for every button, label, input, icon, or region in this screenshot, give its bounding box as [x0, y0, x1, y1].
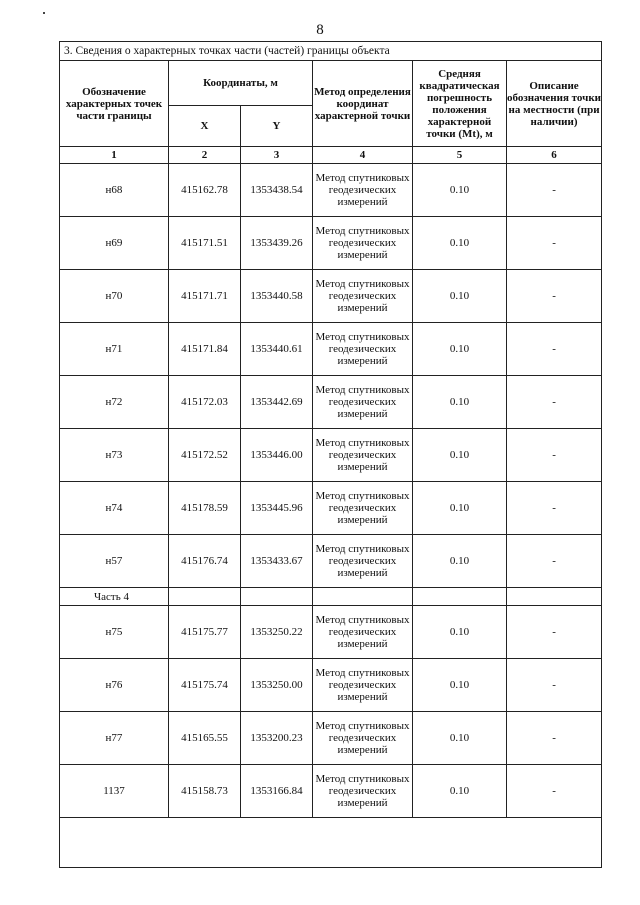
method-cell: Метод спутниковых геодезических измерений: [313, 765, 413, 818]
point-cell: н76: [60, 659, 169, 712]
table-row: [60, 606, 602, 659]
method-cell: Метод спутниковых геодезических измерений: [313, 323, 413, 376]
description-cell: -: [507, 606, 602, 659]
method-cell: Метод спутниковых геодезических измерений: [313, 429, 413, 482]
y-cell: 1353440.58: [241, 270, 313, 323]
table-row: [60, 482, 602, 535]
x-cell: 415176.74: [169, 535, 241, 588]
description-cell: -: [507, 765, 602, 818]
error-cell: 0.10: [413, 429, 507, 482]
y-cell: 1353250.22: [241, 606, 313, 659]
y-cell: 1353200.23: [241, 712, 313, 765]
column-number: 6: [507, 147, 602, 164]
error-cell: 0.10: [413, 712, 507, 765]
column-number: 1: [60, 147, 169, 164]
y-cell: 1353439.26: [241, 217, 313, 270]
point-cell: н74: [60, 482, 169, 535]
table-caption: 3. Сведения о характерных точках части (частей) границы объекта: [60, 42, 602, 61]
x-cell: 415171.71: [169, 270, 241, 323]
x-cell: 415165.55: [169, 712, 241, 765]
x-cell: 415175.77: [169, 606, 241, 659]
point-cell: н69: [60, 217, 169, 270]
page-number: 8: [316, 22, 324, 38]
header-error: Средняя квадратическая погрешность положения характерной точки (Mt), м: [413, 61, 507, 147]
point-cell: н70: [60, 270, 169, 323]
method-cell: Метод спутниковых геодезических измерений: [313, 217, 413, 270]
method-cell: Метод спутниковых геодезических измерений: [313, 606, 413, 659]
column-number: 3: [241, 147, 313, 164]
column-number: 5: [413, 147, 507, 164]
description-cell: -: [507, 659, 602, 712]
description-cell: -: [507, 270, 602, 323]
point-cell: н77: [60, 712, 169, 765]
blank-row: [60, 818, 602, 868]
point-cell: н71: [60, 323, 169, 376]
header-description: Описание обозначения точки на местности (при наличии): [507, 61, 602, 147]
x-cell: 415171.84: [169, 323, 241, 376]
point-cell: н68: [60, 164, 169, 217]
table-row: [60, 270, 602, 323]
table-row: [60, 765, 602, 818]
x-cell: 415175.74: [169, 659, 241, 712]
error-cell: 0.10: [413, 323, 507, 376]
error-cell: 0.10: [413, 765, 507, 818]
method-cell: Метод спутниковых геодезических измерений: [313, 164, 413, 217]
error-cell: 0.10: [413, 535, 507, 588]
y-cell: 1353250.00: [241, 659, 313, 712]
y-cell: 1353433.67: [241, 535, 313, 588]
error-cell: 0.10: [413, 217, 507, 270]
column-number: 4: [313, 147, 413, 164]
header-x: X: [169, 106, 241, 147]
scan-speck: [43, 12, 45, 14]
part-row: [60, 588, 602, 606]
method-cell: Метод спутниковых геодезических измерений: [313, 482, 413, 535]
description-cell: -: [507, 482, 602, 535]
error-cell: 0.10: [413, 659, 507, 712]
header-method: Метод определения координат характерной точки: [313, 61, 413, 147]
x-cell: 415172.52: [169, 429, 241, 482]
point-cell: н73: [60, 429, 169, 482]
description-cell: -: [507, 323, 602, 376]
x-cell: 415178.59: [169, 482, 241, 535]
method-cell: Метод спутниковых геодезических измерений: [313, 535, 413, 588]
y-cell: 1353438.54: [241, 164, 313, 217]
description-cell: -: [507, 712, 602, 765]
error-cell: 0.10: [413, 164, 507, 217]
point-cell: н75: [60, 606, 169, 659]
boundary-points-table: [59, 41, 602, 868]
part-label: Часть 4: [60, 588, 169, 606]
x-cell: 415158.73: [169, 765, 241, 818]
y-cell: 1353446.00: [241, 429, 313, 482]
description-cell: -: [507, 376, 602, 429]
table-row: [60, 712, 602, 765]
y-cell: 1353442.69: [241, 376, 313, 429]
method-cell: Метод спутниковых геодезических измерений: [313, 270, 413, 323]
table-row: [60, 217, 602, 270]
table-row: [60, 429, 602, 482]
table-row: [60, 376, 602, 429]
error-cell: 0.10: [413, 376, 507, 429]
point-cell: н57: [60, 535, 169, 588]
description-cell: -: [507, 164, 602, 217]
error-cell: 0.10: [413, 482, 507, 535]
column-number-row: [60, 147, 602, 164]
y-cell: 1353445.96: [241, 482, 313, 535]
method-cell: Метод спутниковых геодезических измерений: [313, 376, 413, 429]
method-cell: Метод спутниковых геодезических измерений: [313, 712, 413, 765]
table-row: [60, 535, 602, 588]
x-cell: 415172.03: [169, 376, 241, 429]
y-cell: 1353166.84: [241, 765, 313, 818]
error-cell: 0.10: [413, 606, 507, 659]
error-cell: 0.10: [413, 270, 507, 323]
method-cell: Метод спутниковых геодезических измерений: [313, 659, 413, 712]
header-y: Y: [241, 106, 313, 147]
point-cell: н72: [60, 376, 169, 429]
table-row: [60, 659, 602, 712]
description-cell: -: [507, 429, 602, 482]
point-cell: 1137: [60, 765, 169, 818]
x-cell: 415171.51: [169, 217, 241, 270]
header-coordinates: Координаты, м: [169, 61, 313, 106]
x-cell: 415162.78: [169, 164, 241, 217]
table-row: [60, 323, 602, 376]
y-cell: 1353440.61: [241, 323, 313, 376]
description-cell: -: [507, 217, 602, 270]
column-number: 2: [169, 147, 241, 164]
table-row: [60, 164, 602, 217]
header-designation: Обозначение характерных точек части границы: [60, 61, 169, 147]
description-cell: -: [507, 535, 602, 588]
